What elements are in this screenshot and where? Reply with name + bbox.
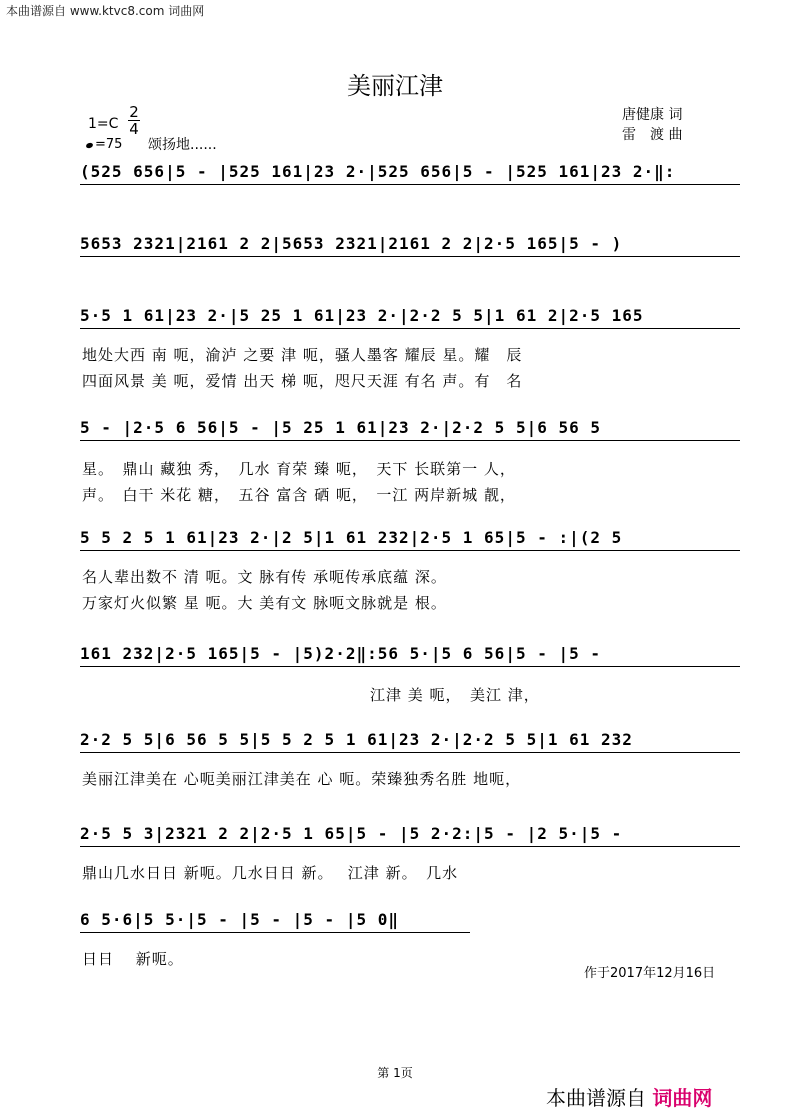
music-system-1: (525 656|5 - |525 161|23 2·|525 656|5 - |525 161|23 2·‖: [80, 162, 740, 183]
music-system-2: 5653 2321|2161 2 2|5653 2321|2161 2 2|2·5 165|5 - ) [80, 234, 740, 255]
lyrics-line: 万家灯火似繁 星 呃。大 美有文 脉呃文脉就是 根。 [82, 594, 447, 612]
song-title: 美丽江津 [347, 72, 443, 100]
composer-credit: 雷 渡 曲 [622, 127, 683, 143]
lyrics-line: 日日 新呃。 [82, 950, 184, 968]
quarter-note-icon [85, 142, 93, 149]
music-system-6: 161 232|2·5 165|5 - |5)2·2‖:56 5·|5 6 56|5 - |5 - [80, 644, 740, 665]
lyrics-line: 星。 鼎山 藏独 秀， 几水 育荣 臻 呃， 天下 长联第一 人， [82, 460, 516, 478]
page-number: 第 1页 [377, 1066, 413, 1080]
lyrics-line: 声。 白干 米花 糖， 五谷 富含 硒 呃， 一江 两岸新城 靓， [82, 486, 516, 504]
time-top: 2 [129, 103, 139, 121]
music-system-4: 5 - |2·5 6 56|5 - |5 25 1 61|23 2·|2·2 5 5|6 56 5 [80, 418, 740, 439]
key-signature: 1=C [88, 116, 119, 132]
brand-text: 本曲谱源自 [546, 1086, 646, 1110]
music-system-3: 5·5 1 61|23 2·|5 25 1 61|23 2·|2·2 5 5|1 61 2|2·5 165 [80, 306, 740, 327]
lyrics-line: 鼎山几水日日 新呃。几水日日 新。 江津 新。 几水 [82, 864, 459, 882]
composition-date: 作于2017年12月16日 [584, 966, 716, 981]
lyrics-line: 名人辈出数不 清 呃。文 脉有传 承呃传承底蕴 深。 [82, 568, 447, 586]
music-system-7: 2·2 5 5|6 56 5 5|5 5 2 5 1 61|23 2·|2·2 5 5|1 61 232 [80, 730, 740, 751]
lyrics-line: 美丽江津美在 心呃美丽江津美在 心 呃。荣臻独秀名胜 地呃， [82, 770, 522, 788]
tempo-value: =75 [95, 137, 123, 152]
music-system-5: 5 5 2 5 1 61|23 2·|2 5|1 61 232|2·5 1 65|5 - :|(2 5 [80, 528, 740, 549]
brand-accent: 词曲网 [652, 1086, 713, 1110]
lyrics-line: 地处大西 南 呃，渝泸 之要 津 呃，骚人墨客 耀辰 星。耀 辰 [82, 346, 523, 364]
music-system-9: 6 5·6|5 5·|5 - |5 - |5 - |5 0‖ [80, 910, 470, 931]
tempo-mark [86, 137, 122, 152]
lyrics-line: 四面风景 美 呃，爱情 出天 梯 呃，咫尺天涯 有名 声。有 名 [82, 372, 523, 390]
music-system-8: 2·5 5 3|2321 2 2|2·5 1 65|5 - |5 2·2:|5 - |2 5·|5 - [80, 824, 740, 845]
expression-mark: 颂扬地...... [148, 137, 217, 153]
time-signature [128, 104, 140, 137]
lyricist-credit: 唐健康 词 [622, 107, 683, 123]
brand-logo [546, 1082, 712, 1111]
lyrics-line: 江津 美 呃， 美江 津， [370, 686, 540, 704]
site-header-text: 本曲谱源自 www.ktvc8.com 词曲网 [6, 4, 205, 18]
time-bottom: 4 [129, 120, 139, 138]
